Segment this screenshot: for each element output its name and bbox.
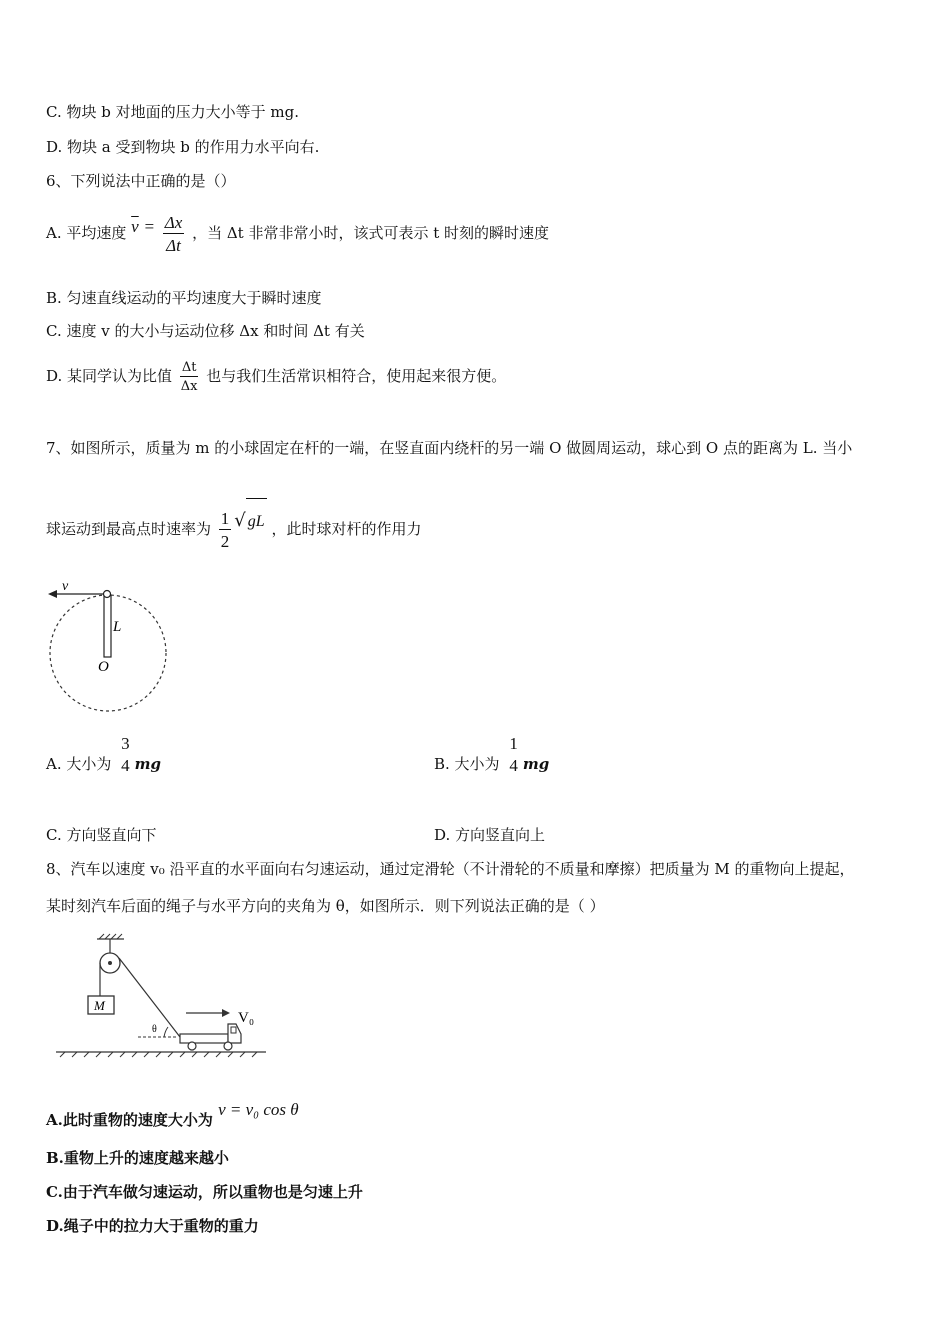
q8-option-a	[46, 1090, 299, 1140]
q8-option-a-prefix: A.此时重物的速度大小为	[46, 1111, 213, 1129]
q6-option-d	[46, 356, 506, 396]
q6-ratio-fraction	[180, 361, 199, 393]
q7-root-sign: √	[234, 510, 246, 531]
q7-option-a	[46, 733, 162, 788]
q6-formula-numerator: Δx	[164, 213, 183, 232]
q7-stem-line2-prefix: 球运动到最高点时速率为	[46, 520, 212, 538]
q8-option-b: B.重物上升的速度越来越小	[46, 1149, 229, 1167]
q7-option-d: D. 方向竖直向上	[434, 826, 546, 844]
q8-truck-wheel-rear	[188, 1042, 196, 1050]
q6-formula-denominator: Δt	[166, 236, 181, 255]
q7-option-a-unit: mg	[134, 755, 162, 773]
q7-stem-line1: 7、如图所示，质量为 m 的小球固定在杆的一端，在竖直面内绕杆的另一端 O 做圆周运动，球心到 O 点的距离为 L. 当小	[46, 439, 853, 457]
q8-option-a-formula: v = v₀ cos θ	[218, 1100, 299, 1119]
q8-stem-line1: 8、汽车以速度 v₀ 沿平直的水平面向右匀速运动，通过定滑轮（不计滑轮的不质量和摩擦）把质量为 M 的重物向上提起，	[46, 860, 855, 878]
q5-option-d: D. 物块 a 受到物块 b 的作用力水平向右.	[46, 138, 320, 156]
q7-label-o: O	[98, 659, 109, 675]
q6-ratio-denominator: Δx	[180, 379, 198, 394]
q7-speed-radicand: gL	[246, 498, 267, 545]
q7-figure	[40, 575, 175, 720]
q8-stem-line2: 某时刻汽车后面的绳子与水平方向的夹角为 θ，如图所示．则下列说法正确的是（ ）	[46, 897, 605, 915]
q7-option-a-prefix: A. 大小为	[46, 755, 112, 773]
q8-velocity-arrowhead	[222, 1009, 230, 1017]
q6-option-a	[46, 204, 549, 256]
q8-truck-wheel-front	[224, 1042, 232, 1050]
q7-option-b-fraction	[507, 735, 520, 774]
q8-label-m: M	[94, 998, 105, 1013]
q8-option-c: C.由于汽车做匀速运动，所以重物也是匀速上升	[46, 1183, 363, 1201]
q7-stem-line2-suffix: ，此时球对杆的作用力	[271, 520, 422, 538]
q7-option-a-fraction	[119, 735, 132, 774]
q7-speed-fraction	[219, 510, 232, 550]
q7-stem-line2	[46, 498, 421, 552]
q8-rope-slanted	[119, 958, 180, 1037]
q6-option-a-suffix: ，当 Δt 非常非常小时，该式可表示 t 时刻的瞬时速度	[192, 224, 550, 242]
q6-formula-v: $\overline{v}$	[131, 217, 139, 236]
q6-option-a-prefix: A. 平均速度	[46, 224, 127, 242]
q5-option-c: C. 物块 b 对地面的压力大小等于 mg.	[46, 103, 299, 121]
q7-ball	[104, 591, 111, 598]
q7-speed-denominator: 2	[220, 532, 230, 551]
q8-ground-hatch	[60, 1052, 257, 1057]
q6-ratio-numerator: Δt	[181, 360, 197, 375]
q7-option-b-prefix: B. 大小为	[434, 755, 500, 773]
q7-option-c: C. 方向竖直向下	[46, 826, 157, 844]
q6-formula-fraction	[163, 214, 185, 254]
q8-label-theta: θ	[152, 1024, 157, 1035]
q8-angle-arc	[164, 1027, 168, 1037]
q7-label-l: L	[113, 619, 122, 635]
q6-option-d-suffix: 也与我们生活常识相符合，使用起来很方便。	[206, 367, 507, 385]
q6-option-d-prefix: D. 某同学认为比值	[46, 367, 173, 385]
q7-option-b-denominator: 4	[509, 755, 518, 775]
q6-stem: 6、下列说法中正确的是（）	[46, 172, 236, 190]
q7-option-b-numerator: 1	[509, 733, 518, 753]
q7-option-b	[434, 733, 550, 788]
q7-rod	[104, 595, 111, 657]
q6-formula-eq: =	[143, 217, 155, 236]
q6-option-c: C. 速度 v 的大小与运动位移 Δx 和时间 Δt 有关	[46, 322, 365, 340]
q7-velocity-arrowhead	[48, 590, 57, 598]
q7-option-b-unit: mg	[522, 755, 550, 773]
q8-option-d: D.绳子中的拉力大于重物的重力	[46, 1217, 259, 1235]
q8-label-v0: V₀	[238, 1010, 255, 1026]
q8-pulley-axle	[108, 961, 112, 965]
q6-option-b: B. 匀速直线运动的平均速度大于瞬时速度	[46, 289, 322, 307]
q7-option-a-numerator: 3	[121, 733, 130, 753]
q7-option-a-denominator: 4	[121, 755, 130, 775]
q8-ceiling-hatch	[99, 934, 122, 939]
q7-label-v: v	[62, 579, 69, 594]
q7-speed-numerator: 1	[220, 509, 230, 528]
q8-figure	[52, 933, 272, 1063]
q8-truck-bed	[180, 1034, 228, 1043]
